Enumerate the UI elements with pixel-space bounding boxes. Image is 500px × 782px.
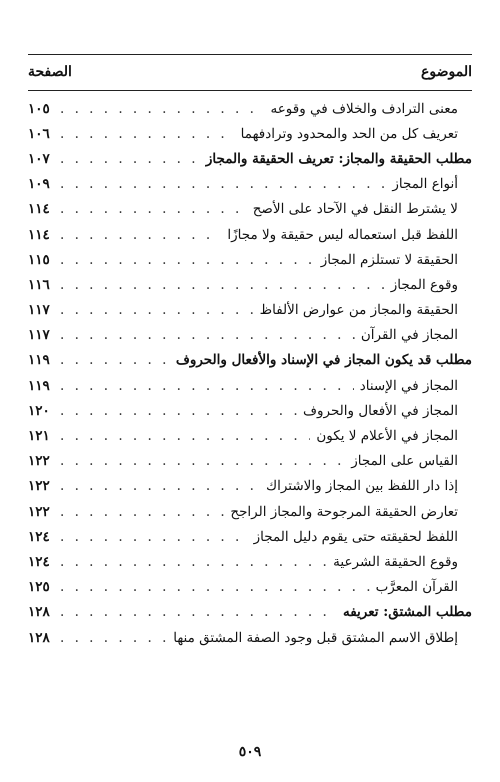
dot-leader xyxy=(60,604,337,620)
toc-entry-title: مطلب الحقيقة والمجاز: تعريف الحقيقة والمجاز xyxy=(205,150,472,167)
toc-entry-title: مطلب قد يكون المجاز في الإسناد والأفعال والحروف xyxy=(175,352,472,369)
dot-leader xyxy=(60,378,354,394)
toc-entry-page: ١٠٩ xyxy=(28,176,50,193)
toc-entry-title: الحقيقة والمجاز من عوارض الألفاظ xyxy=(259,302,458,319)
toc-entry-page: ١٢٠ xyxy=(28,402,50,419)
dot-leader xyxy=(60,277,385,293)
toc-entry-page: ١٢٤ xyxy=(28,553,50,570)
toc-entry xyxy=(28,449,472,474)
dot-leader xyxy=(60,554,327,570)
toc-entry xyxy=(28,323,472,348)
dot-leader xyxy=(60,403,297,419)
toc-entry-title: وقوع الحقيقة الشرعية xyxy=(333,553,458,570)
toc-entry-title: إذا دار اللفظ بين المجاز والاشتراك xyxy=(265,478,458,495)
dot-leader xyxy=(60,529,248,545)
toc-entry xyxy=(28,272,472,297)
toc-entry-title: لا يشترط النقل في الآحاد على الأصح xyxy=(252,201,458,218)
toc-entry-page: ١١٦ xyxy=(28,276,50,293)
toc-entry xyxy=(28,172,472,197)
toc-entry xyxy=(28,222,472,247)
toc-entry-title: أنواع المجاز xyxy=(392,176,458,193)
toc-entry-page: ١١٥ xyxy=(28,251,50,268)
toc-section-entry xyxy=(28,348,472,373)
toc-entry-page: ١١٩ xyxy=(28,377,50,394)
toc-entry xyxy=(28,625,472,650)
dot-leader xyxy=(60,579,370,595)
table-header xyxy=(28,60,472,84)
toc-entry-page: ١٠٥ xyxy=(28,100,50,117)
toc-entry xyxy=(28,373,472,398)
toc-entry xyxy=(28,247,472,272)
toc-entry-page: ١٢٤ xyxy=(28,528,50,545)
toc-entry-title: المجاز في الأعلام لا يكون xyxy=(316,428,458,445)
toc-entry xyxy=(28,474,472,499)
toc-entry xyxy=(28,197,472,222)
toc-entry-title: معنى الترادف والخلاف في وقوعه xyxy=(270,100,458,117)
toc-entry-title: تعريف كل من الحد والمحدود وترادفهما xyxy=(240,125,458,142)
dot-leader xyxy=(60,201,247,217)
toc-entry-title: مطلب المشتق: تعريفه xyxy=(342,604,472,621)
toc-entry-page: ١١٤ xyxy=(28,226,50,243)
dot-leader xyxy=(60,151,200,167)
toc-section-entry xyxy=(28,600,472,625)
toc-entry xyxy=(28,121,472,146)
topic-column-label: الموضوع xyxy=(421,64,472,80)
toc-entry-title: المجاز في الأفعال والحروف xyxy=(303,402,458,419)
dot-leader xyxy=(60,327,355,343)
toc-entry-page: ١١٧ xyxy=(28,327,50,344)
header-rule xyxy=(28,90,472,91)
toc-entry-title: تعارض الحقيقة المرجوحة والمجاز الراجح xyxy=(230,503,458,520)
toc-entry-title: القياس على المجاز xyxy=(351,453,458,470)
dot-leader xyxy=(60,478,260,494)
toc-entry-page: ١٢٢ xyxy=(28,503,50,520)
toc-entry-page: ١٢١ xyxy=(28,428,50,445)
toc-entry-title: اللفظ قبل استعماله ليس حقيقة ولا مجازًا xyxy=(227,226,458,243)
toc-entry xyxy=(28,398,472,423)
toc-entry xyxy=(28,524,472,549)
toc-entry-page: ١١٩ xyxy=(28,352,50,369)
toc-entry-title: المجاز في الإسناد xyxy=(359,377,458,394)
toc-entry-title: وقوع المجاز xyxy=(390,276,458,293)
toc-list xyxy=(28,96,472,650)
toc-entry-title: اللفظ لحقيقته حتى يقوم دليل المجاز xyxy=(253,528,458,545)
dot-leader xyxy=(60,252,315,268)
dot-leader xyxy=(60,352,170,368)
toc-section-entry xyxy=(28,146,472,171)
top-rule xyxy=(28,54,472,55)
toc-entry-page: ١٢٨ xyxy=(28,629,50,646)
toc-entry-page: ١٢٨ xyxy=(28,604,50,621)
toc-entry-page: ١١٧ xyxy=(28,302,50,319)
toc-entry-title: القرآن المعرَّب xyxy=(375,579,458,596)
toc-entry-page: ١٠٧ xyxy=(28,150,50,167)
dot-leader xyxy=(60,126,235,142)
page-number: ٥٠٩ xyxy=(238,744,262,760)
toc-entry xyxy=(28,423,472,448)
toc-entry xyxy=(28,499,472,524)
toc-entry-page: ١١٤ xyxy=(28,201,50,218)
dot-leader xyxy=(60,227,221,243)
dot-leader xyxy=(60,504,224,520)
page-column-label: الصفحة xyxy=(28,64,72,80)
toc-entry-page: ١٠٦ xyxy=(28,125,50,142)
toc-entry xyxy=(28,549,472,574)
toc-entry xyxy=(28,96,472,121)
toc-entry-page: ١٢٢ xyxy=(28,453,50,470)
toc-entry-page: ١٢٥ xyxy=(28,579,50,596)
dot-leader xyxy=(60,428,310,444)
toc-entry-title: المجاز في القرآن xyxy=(360,327,458,344)
dot-leader xyxy=(60,302,254,318)
dot-leader xyxy=(60,630,167,646)
toc-entry-page: ١٢٢ xyxy=(28,478,50,495)
toc-entry xyxy=(28,575,472,600)
toc-entry xyxy=(28,298,472,323)
toc-entry-title: إطلاق الاسم المشتق قبل وجود الصفة المشتق منها xyxy=(173,629,458,646)
toc-entry-title: الحقيقة لا تستلزم المجاز xyxy=(320,251,458,268)
dot-leader xyxy=(60,453,345,469)
dot-leader xyxy=(60,176,386,192)
dot-leader xyxy=(60,101,265,117)
